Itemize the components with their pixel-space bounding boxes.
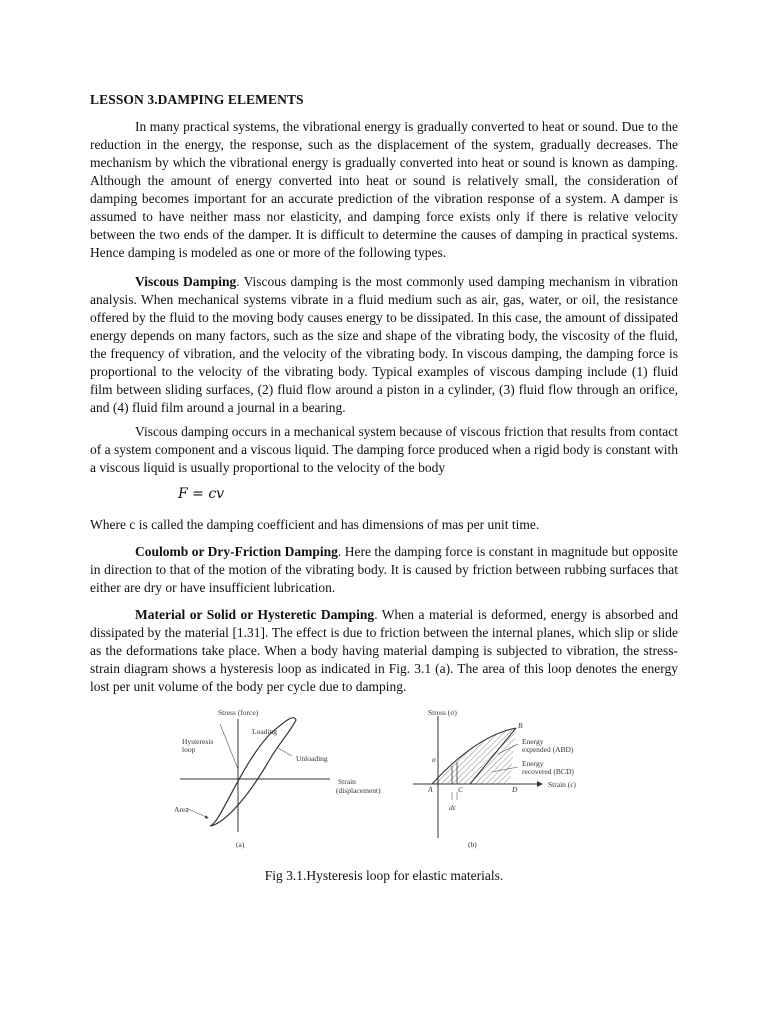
panel-b-stress-label: Stress (σ) [428, 708, 457, 717]
point-c-label: C [458, 785, 464, 794]
material-damping-lead: Material or Solid or Hysteretic Damping [135, 607, 375, 622]
damping-coefficient-paragraph: Where c is called the damping coefficient and has dimensions of mas per unit time. [90, 517, 540, 532]
energy-recovered-label-1: Energy [522, 759, 544, 768]
loading-label: Loading [252, 727, 277, 736]
hysteresis-figure [170, 704, 610, 854]
loop-label: loop [182, 745, 196, 754]
material-damping-paragraph [90, 606, 678, 696]
area-label: Area [174, 805, 189, 814]
de-label: dε [449, 803, 456, 812]
intro-paragraph: In many practical systems, the vibrational energy is gradually converted to heat or sound. Due to the reduction in the energy, the response, such as the displacement of the system, gradually decreases. The mechanism by which the vibrational energy is gradually converted into heat or sound is known as damping. Although the amount of energy converted into heat or sound is relatively small, the consideration of damping becomes important for an accurate prediction of the vibration response of a system. A damper is assumed to have neither mass nor elasticity, and damping force exists only if there is relative velocity between the two ends of the damper. It is difficult to determine the causes of damping in practical systems. Hence damping is modeled as one or more of the following types. [90, 119, 678, 260]
figure-caption: Fig 3.1.Hysteresis loop for elastic materials. [264, 868, 504, 883]
energy-expended-label-2: expended (ABD) [522, 745, 574, 754]
energy-expended-label-1: Energy [522, 737, 544, 746]
unloading-label: Unloading [296, 754, 328, 763]
coulomb-damping-paragraph [90, 543, 678, 597]
panel-a-strain-label: Strain [338, 777, 356, 786]
hysteresis-pointer [220, 724, 238, 769]
hysteresis-label: Hysteresis [182, 737, 214, 746]
panel-b-strain-label: Strain (ε) [548, 780, 576, 789]
area-pointer [186, 808, 208, 818]
viscous-damping-text: . Viscous damping is the most commonly used damping mechanism in vibration analysis. When mechanical systems vibrate in a fluid medium such as air, gas, water, or oil, the resistance offered by the fluid to the moving body causes energy to be dissipated. In this case, the amount of dissipated energy depends on many factors, such as the size and shape of the vibrating body, the viscosity of the fluid, the frequency of vibration, and the velocity of the vibrating body. In viscous damping, the damping force is proportional to the velocity of the vibrating body. Typical examples of viscous damping include (1) fluid film between sliding surfaces, (2) fluid flow around a piston in a cylinder, (3) fluid flow through an orifice, and (4) fluid film around a journal in a bearing. [90, 274, 678, 415]
damping-equation: F = cv [178, 486, 225, 502]
energy-recovered-label-2: recovered (BCD) [522, 767, 574, 776]
point-b-label: B [518, 721, 523, 730]
viscous-damping-paragraph-2: Viscous damping occurs in a mechanical system because of viscous friction that results from contact of a system component and a viscous liquid. The damping force produced when a rigid body is constant with a viscous liquid is usually proportional to the velocity of the body [90, 424, 679, 475]
panel-b-energy-diagram [413, 708, 576, 849]
panel-a-tag: (a) [236, 840, 245, 849]
viscous-damping-lead: Viscous Damping [135, 274, 237, 289]
panel-a-stress-label: Stress (force) [218, 708, 259, 717]
sigma-label: σ [432, 755, 436, 764]
point-d-label: D [512, 785, 518, 794]
viscous-damping-paragraph [90, 273, 678, 417]
panel-a-displacement-label: (displacement) [336, 786, 381, 795]
point-a-label: A [428, 785, 433, 794]
material-damping-text: . When a material is deformed, energy is absorbed and dissipated by the material [1.31]. The effect is due to friction between the internal planes, which slip or slide as the deformations take place. When a body having material damping is subjected to vibration, the stress-strain diagram shows a hysteresis loop as indicated in Fig. 3.1 (a). The area of this loop denotes the energy lost per unit volume of the body per cycle due to damping. [90, 607, 679, 694]
panel-b-tag: (b) [468, 840, 477, 849]
unloading-pointer [278, 748, 292, 756]
panel-a-stress-strain-loop [174, 708, 381, 849]
coulomb-damping-lead: Coulomb or Dry-Friction Damping [135, 544, 338, 559]
coulomb-damping-text: . Here the damping force is constant in magnitude but opposite in direction to that of the motion of the vibrating body. It is caused by friction between rubbing surfaces that either are dry or have insufficient lubrication. [90, 544, 678, 595]
energy-expended-area [432, 728, 516, 784]
lesson-heading: LESSON 3.DAMPING ELEMENTS [90, 92, 304, 107]
